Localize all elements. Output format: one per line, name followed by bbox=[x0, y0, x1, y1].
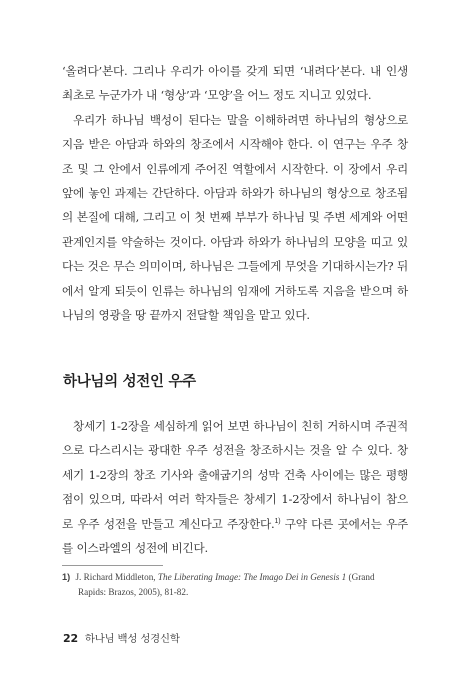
paragraph-1: ‘올려다’본다. 그리나 우리가 아이를 갖게 되면 ‘내려다’본다. 내 인생 최초로 누군가가 내 ‘형상’과 ‘모양’을 어느 정도 지니고 있었다. bbox=[62, 64, 408, 103]
page-number: 22 bbox=[63, 632, 78, 645]
footnote-publisher: (Grand bbox=[348, 572, 375, 582]
footnote bbox=[62, 570, 408, 599]
footnote-mark: 1) bbox=[62, 572, 71, 582]
body-text-bottom bbox=[62, 414, 408, 560]
footnote-divider bbox=[62, 565, 163, 566]
footnote-title: The Liberating Image: The Imago Dei in Genesis 1 bbox=[157, 572, 347, 582]
footnote-author: J. Richard Middleton, bbox=[75, 572, 156, 582]
paragraph-3-end: 구약 다른 곳에서는 우주를 이스라엘의 성전에 비긴다. bbox=[62, 516, 408, 556]
section-heading: 하나님의 성전인 우주 bbox=[63, 374, 196, 390]
paragraph-2: 우리가 하나님 백성이 된다는 말을 이해하려면 하나님의 형상으로 지음 받은 아담과 하와의 창조에서 시작해야 한다. 이 연구는 우주 창조 및 그 안에서 인류에게 주어진 역할에서 시작한다. 이 장에서 우리 앞에 놓인 과제는 간단하다. 아담과 하와가 하나님의 형상으로 창조됨의 본질에 대해, 그리고 이 첫 번째 부부가 하나님 및 주변 세계와 어떤 관계인지를 약술하는 것이다. 아담과 하와가 하나님의 모양을 띠고 있다는 것은 무슨 의미이며, 하나님은 그들에게 무엇을 기대하시는가? 뒤에서 알게 되듯이 인류는 하나님의 임재에 거하도록 지음을 받으며 하나님의 영광을 땅 끝까지 전달할 책임을 맡고 있다. bbox=[62, 112, 408, 323]
page-footer bbox=[63, 630, 180, 645]
paragraph-3 bbox=[62, 414, 408, 560]
paragraph-3-text: 창세기 1-2장을 세심하게 읽어 보면 하나님이 친히 거하시며 주권적으로 다스리시는 광대한 우주 성전을 창조하시는 것을 알 수 있다. 창세기 1-2장의 창조 기사와 출애굽기의 성막 건축 사이에는 많은 평행점이 있으며, 따라서 여러 학자들은 창세기 1-2장에서 하나님이 참으로 우주 성전을 만들고 계신다고 주장한다. bbox=[62, 419, 408, 531]
body-text-top bbox=[62, 59, 408, 327]
footnote-reference[interactable]: 1) bbox=[274, 517, 281, 525]
running-title: 하나님 백성 성경신학 bbox=[84, 633, 180, 645]
footnote-continuation: Rapids: Brazos, 2005), 81-82. bbox=[78, 586, 189, 597]
